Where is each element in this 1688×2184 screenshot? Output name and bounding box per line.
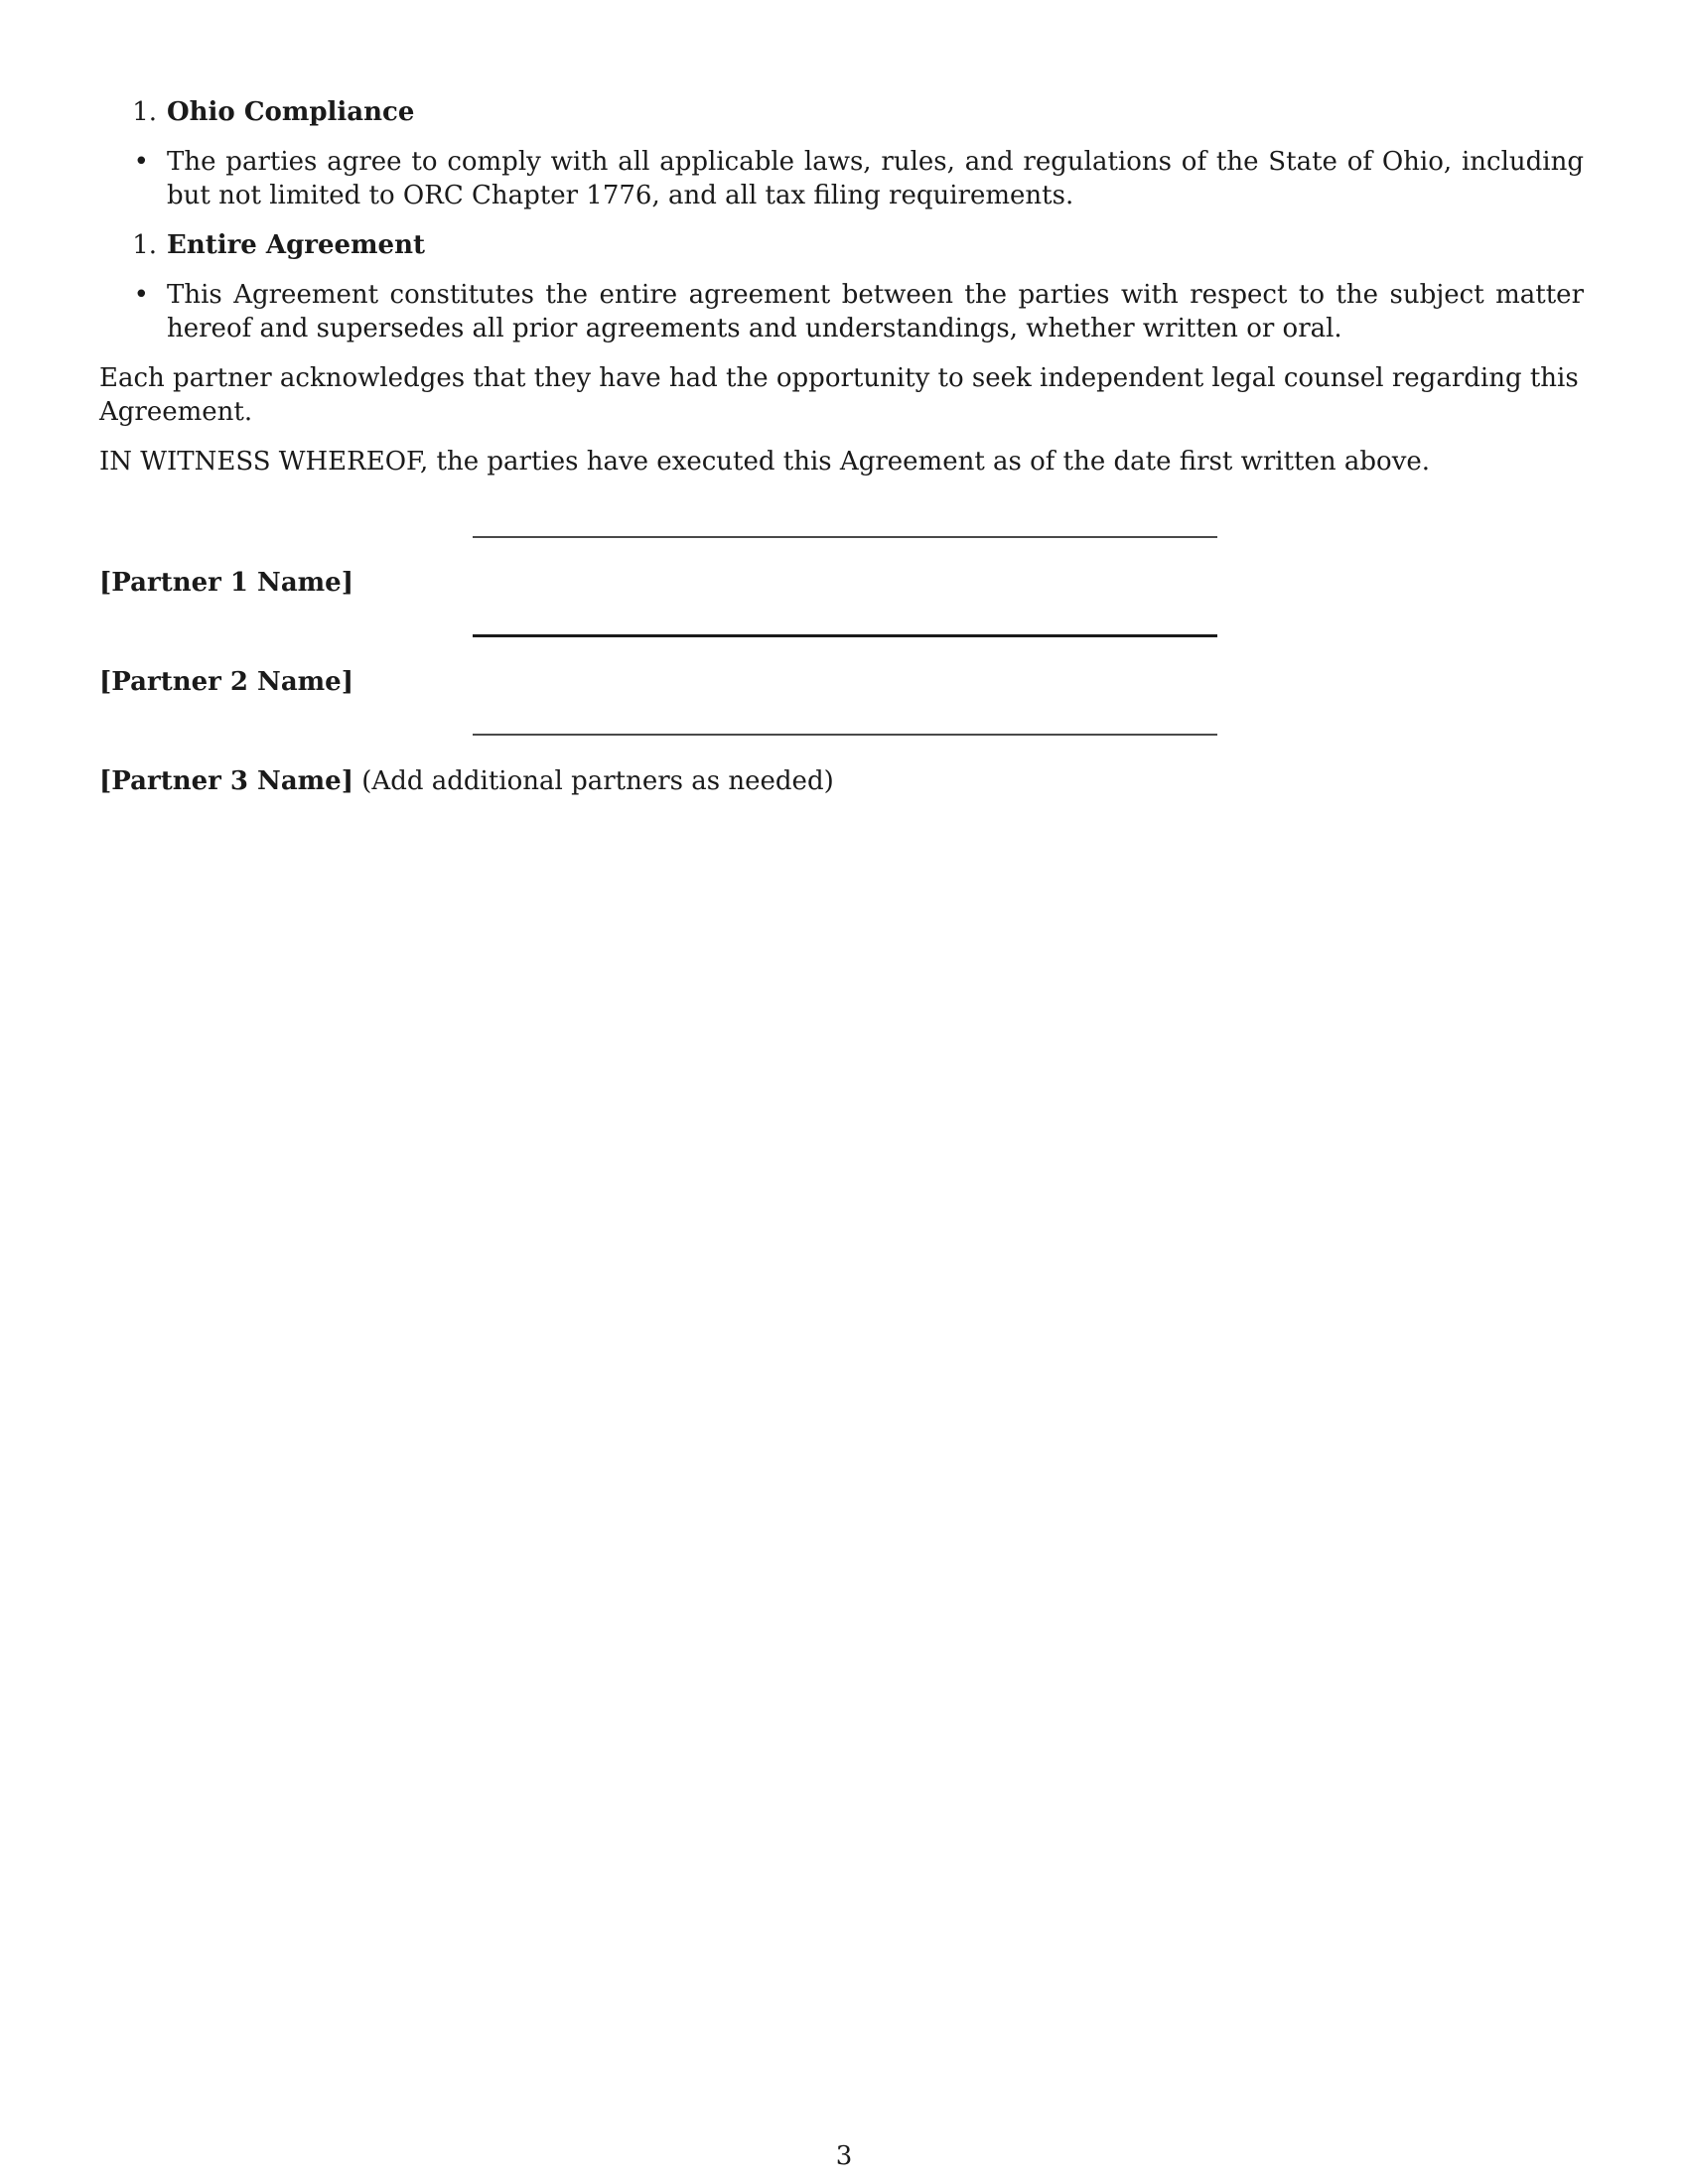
page-number: 3 [835,2141,853,2171]
bullet-icon: • [133,147,149,177]
document-page [99,95,1589,796]
signature-line [473,634,1217,637]
partner-name: [Partner 1 Name] [99,568,354,598]
acknowledgment-paragraph: Each partner acknowledges that they have had the opportunity to seek independent legal counsel regarding this Agreement. [99,363,1579,427]
section-ohio-compliance-bullet [99,145,1589,212]
witness-paragraph: IN WITNESS WHEREOF, the parties have executed this Agreement as of the date first written above. [99,447,1431,477]
section-number: 1. [132,97,157,127]
signature-block-partner-3 [99,693,1589,796]
section-ohio-compliance [99,95,1589,129]
signature-line [473,734,1217,736]
signature-block-partner-2 [99,594,1589,697]
bullet-icon: • [133,280,149,310]
section-heading: Ohio Compliance [167,97,415,127]
partner-note: (Add additional partners as needed) [361,766,834,796]
bullet-text: This Agreement constitutes the entire agreement between the parties with respect to the subject matter hereof and supersedes all prior agreements and understandings, whether written or oral. [167,280,1584,343]
partner-name: [Partner 3 Name] [99,766,354,796]
partner-name: [Partner 2 Name] [99,667,354,697]
section-heading: Entire Agreement [167,230,425,260]
signature-line [473,536,1217,538]
section-entire-agreement [99,228,1589,262]
signature-block-partner-1 [99,494,1589,598]
section-number: 1. [132,230,157,260]
bullet-text: The parties agree to comply with all applicable laws, rules, and regulations of the State of Ohio, including but not limited to ORC Chapter 1776, and all tax filing requirements. [167,147,1584,210]
section-entire-agreement-bullet [99,278,1589,345]
signature-name [99,764,834,798]
